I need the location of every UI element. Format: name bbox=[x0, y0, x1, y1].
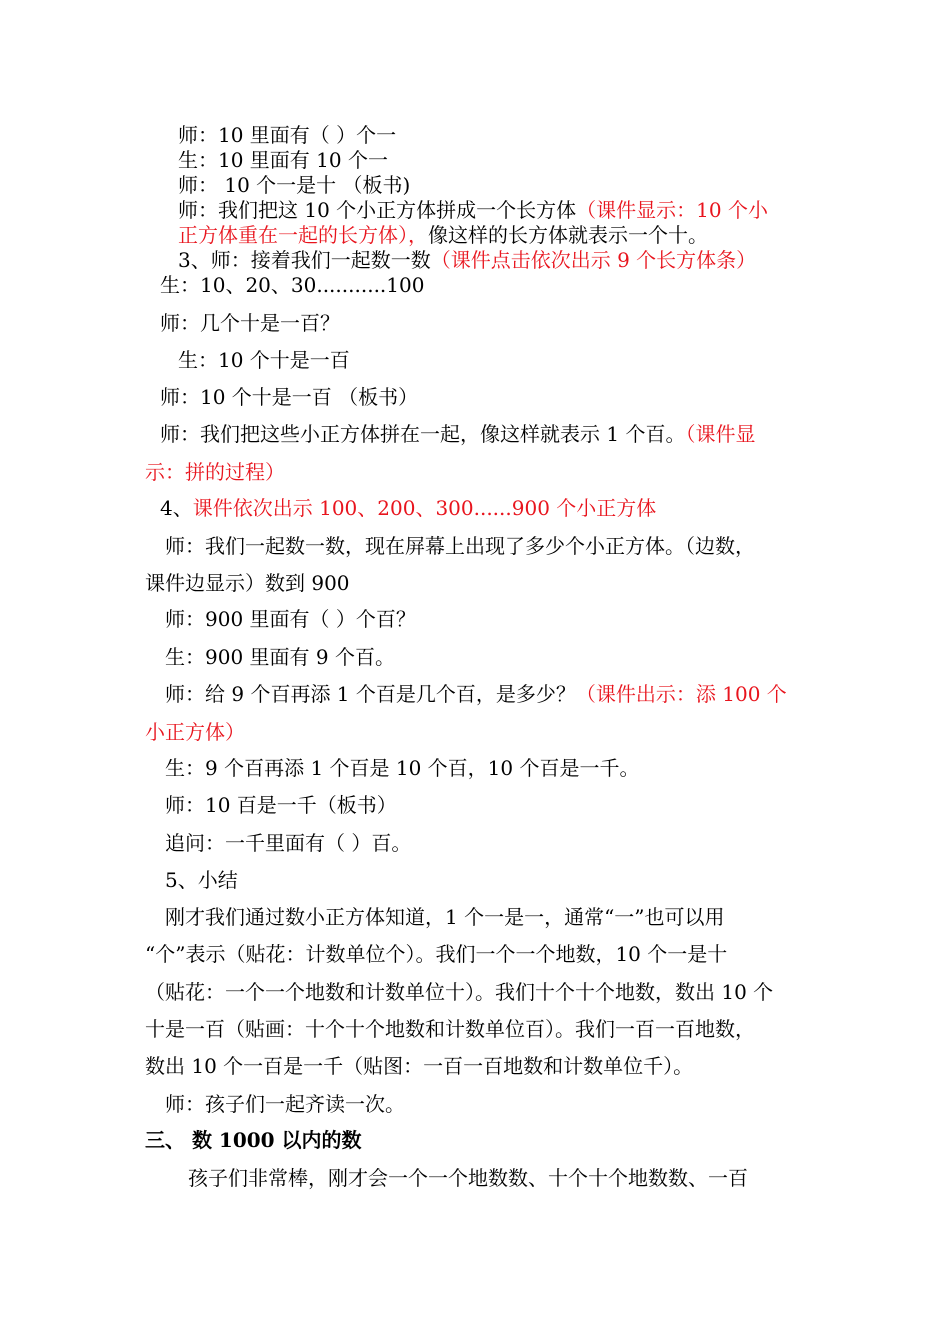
text-line bbox=[145, 942, 727, 966]
text-line bbox=[165, 682, 787, 706]
text-line bbox=[160, 385, 418, 409]
text-line bbox=[145, 571, 350, 595]
text-line bbox=[165, 756, 640, 780]
text-line bbox=[165, 905, 725, 929]
body-text: 4、 bbox=[160, 496, 193, 520]
body-text: 师：900 里面有（ ）个百？ bbox=[165, 607, 416, 631]
text-line bbox=[178, 198, 768, 222]
body-text: 师：孩子们一起齐读一次。 bbox=[165, 1092, 405, 1116]
body-text: 师：几个十是一百？ bbox=[160, 311, 340, 335]
body-text: 师： 10 个一是十 （板书) bbox=[178, 173, 411, 197]
body-text: 师：我们把这 10 个小正方体拼成一个长方体 bbox=[178, 198, 577, 222]
body-text: （贴花：一个一个地数和计数单位十）。我们十个十个地数，数出 10 个 bbox=[145, 980, 774, 1004]
highlighted-text: （课件显示：10 个小 bbox=[576, 198, 768, 222]
body-text: 生：10、20、30...........100 bbox=[160, 273, 425, 297]
highlighted-text: （课件出示：添 100 个 bbox=[575, 682, 787, 706]
text-line bbox=[178, 348, 350, 372]
body-text: 生：10 里面有 10 个一 bbox=[178, 148, 388, 172]
highlighted-text: （课件点击依次出示 9 个长方体条） bbox=[430, 248, 757, 272]
body-text: 课件边显示）数到 900 bbox=[145, 571, 350, 595]
text-line bbox=[178, 148, 388, 172]
highlighted-text: 示：拼的过程） bbox=[145, 460, 285, 484]
highlighted-text: 课件依次出示 100、200、300......900 个小正方体 bbox=[192, 496, 657, 520]
text-line bbox=[160, 311, 340, 335]
text-line bbox=[165, 831, 411, 855]
text-line bbox=[178, 123, 396, 147]
text-line bbox=[145, 1054, 693, 1078]
highlighted-text: 正方体重在一起的长方体）， bbox=[178, 223, 428, 247]
body-text: 师：我们把这些小正方体拼在一起，像这样就表示 1 个百。 bbox=[160, 422, 686, 446]
body-text: 孩子们非常棒，刚才会一个一个地数数、十个十个地数数、一百 bbox=[188, 1166, 748, 1190]
text-line bbox=[165, 534, 755, 558]
text-line bbox=[165, 868, 238, 892]
body-text: 生：900 里面有 9 个百。 bbox=[165, 645, 395, 669]
body-text: 5、小结 bbox=[165, 868, 238, 892]
body-text: 十是一百（贴画：十个十个地数和计数单位百）。我们一百一百地数， bbox=[145, 1017, 755, 1041]
text-line bbox=[188, 1166, 748, 1190]
body-text: “个”表示（贴花：计数单位个）。我们一个一个地数，10 个一是十 bbox=[145, 942, 728, 966]
text-line bbox=[178, 173, 410, 197]
text-line bbox=[178, 248, 756, 272]
text-line bbox=[160, 273, 424, 297]
body-text: 刚才我们通过数小正方体知道，1 个一是一，通常“一”也可以用 bbox=[165, 905, 725, 929]
text-line bbox=[160, 496, 656, 520]
text-line bbox=[165, 793, 397, 817]
text-line bbox=[165, 607, 416, 631]
text-line bbox=[165, 645, 395, 669]
body-text: 师：10 个十是一百 （板书） bbox=[160, 385, 419, 409]
text-line bbox=[145, 460, 285, 484]
body-text: 像这样的长方体就表示一个十。 bbox=[428, 223, 708, 247]
body-text: 师：给 9 个百再添 1 个百是几个百，是多少？ bbox=[165, 682, 576, 706]
text-line bbox=[178, 223, 708, 247]
highlighted-text: 小正方体） bbox=[145, 720, 245, 744]
body-text: 生：9 个百再添 1 个百是 10 个百，10 个百是一千。 bbox=[165, 756, 640, 780]
section-heading bbox=[145, 1128, 362, 1152]
text-line bbox=[145, 720, 245, 744]
text-line bbox=[160, 422, 755, 446]
body-text: 师：10 里面有（ ）个一 bbox=[178, 123, 397, 147]
text-line bbox=[145, 980, 773, 1004]
text-line bbox=[165, 1092, 405, 1116]
text-line bbox=[145, 1017, 755, 1041]
highlighted-text: （课件显 bbox=[685, 422, 756, 446]
body-text: 生：10 个十是一百 bbox=[178, 348, 350, 372]
body-text: 数出 10 个一百是一千（贴图：一百一百地数和计数单位千）。 bbox=[145, 1054, 694, 1078]
body-text: 师：10 百是一千（板书） bbox=[165, 793, 397, 817]
body-text: 追问：一千里面有（ ）百。 bbox=[165, 831, 412, 855]
body-text: 三、 数 1000 以内的数 bbox=[145, 1128, 362, 1152]
body-text: 师：我们一起数一数，现在屏幕上出现了多少个小正方体。（边数， bbox=[165, 534, 755, 558]
body-text: 3、师：接着我们一起数一数 bbox=[178, 248, 431, 272]
